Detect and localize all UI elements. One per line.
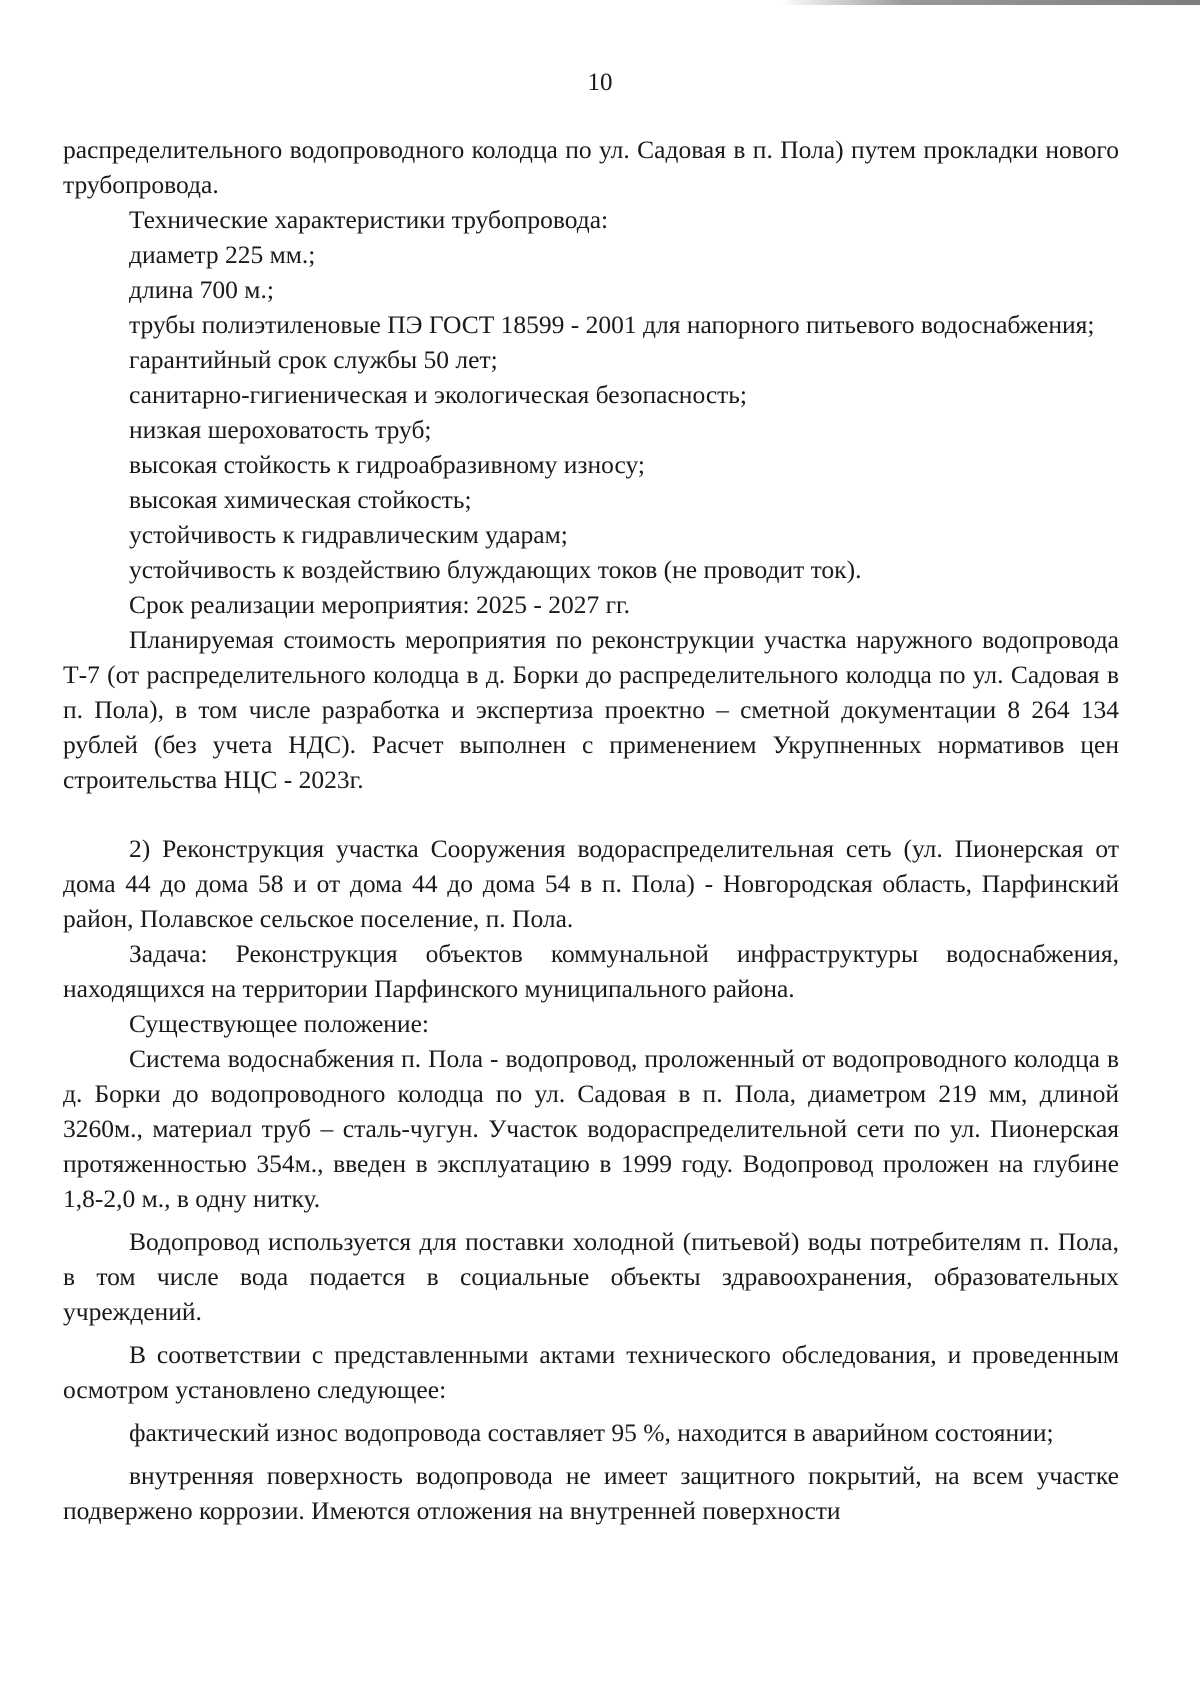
spec-roughness: низкая шероховатость труб; [129,415,432,444]
spec-currents: устойчивость к воздействию блуждающих токов (не проводит ток). [129,555,862,584]
spec-diameter: диаметр 225 мм.; [129,240,316,269]
spec-length: длина 700 м.; [129,275,274,304]
document-body [63,132,1119,1528]
system-paragraph: Система водоснабжения п. Пола - водопровод, проложенный от водопроводного колодца в д. Борки до водопроводного колодца по ул. Садовая в п. Пола, диаметром 219 мм, длиной 3260м., материал труб – сталь-чугун. Участок водораспределительной сети по ул. Пионерская протяженностью 354м., введен в эксплуатацию в 1999 году. Водопровод проложен на глубине 1,8-2,0 м., в одну нитку. [63,1044,1119,1213]
spec-abrasion: высокая стойкость к гидроабразивному износу; [129,450,646,479]
wear-paragraph: фактический износ водопровода составляет 95 %, находится в аварийном состоянии; [129,1418,1054,1447]
spec-pipes: трубы полиэтиленовые ПЭ ГОСТ 18599 - 2001 для напорного питьевого водоснабжения; [129,310,1095,339]
specs-title: Технические характеристики трубопровода: [129,205,609,234]
task-paragraph: Задача: Реконструкция объектов коммунальной инфраструктуры водоснабжения, находящихся на территории Парфинского муниципального района. [63,939,1119,1003]
paragraph-continuation: распределительного водопроводного колодца по ул. Садовая в п. Пола) путем прокладки нового трубопровода. [63,135,1119,199]
corrosion-paragraph: внутренняя поверхность водопровода не имеет защитного покрытий, на всем участке подвержено коррозии. Имеются отложения на внутренней поверхности [63,1461,1119,1525]
spec-safety: санитарно-гигиеническая и экологическая безопасность; [129,380,748,409]
cost-paragraph: Планируемая стоимость мероприятия по реконструкции участка наружного водопровода Т-7 (от распределительного колодца в д. Борки до распределительного колодца по ул. Садовая в п. Пола), в том числе разработка и экспертиза проектно – сметной документации 8 264 134 рублей (без учета НДС). Расчет выполнен с применением Укрупненных нормативов цен строительства НЦС - 2023г. [63,625,1119,794]
usage-paragraph: Водопровод используется для поставки холодной (питьевой) воды потребителям п. Пола, в том числе вода подается в социальные объекты здравоохранения, образовательных учреждений. [63,1227,1119,1326]
page-number: 10 [587,69,613,96]
findings-paragraph: В соответствии с представленными актами технического обследования, и проведенным осмотром установлено следующее: [63,1340,1119,1404]
implementation-term: Срок реализации мероприятия: 2025 - 2027 гг. [129,590,631,619]
scan-edge [780,0,1200,5]
section2-heading: 2) Реконструкция участка Сооружения водораспределительная сеть (ул. Пионерская от дома 44 до дома 58 и от дома 44 до дома 54 в п. Пола) - Новгородская область, Парфинский район, Полавское сельское поселение, п. Пола. [63,834,1119,933]
spec-chemical: высокая химическая стойкость; [129,485,472,514]
spec-hydraulic: устойчивость к гидравлическим ударам; [129,520,568,549]
spec-warranty: гарантийный срок службы 50 лет; [129,345,498,374]
current-state-title: Существующее положение: [129,1009,429,1038]
